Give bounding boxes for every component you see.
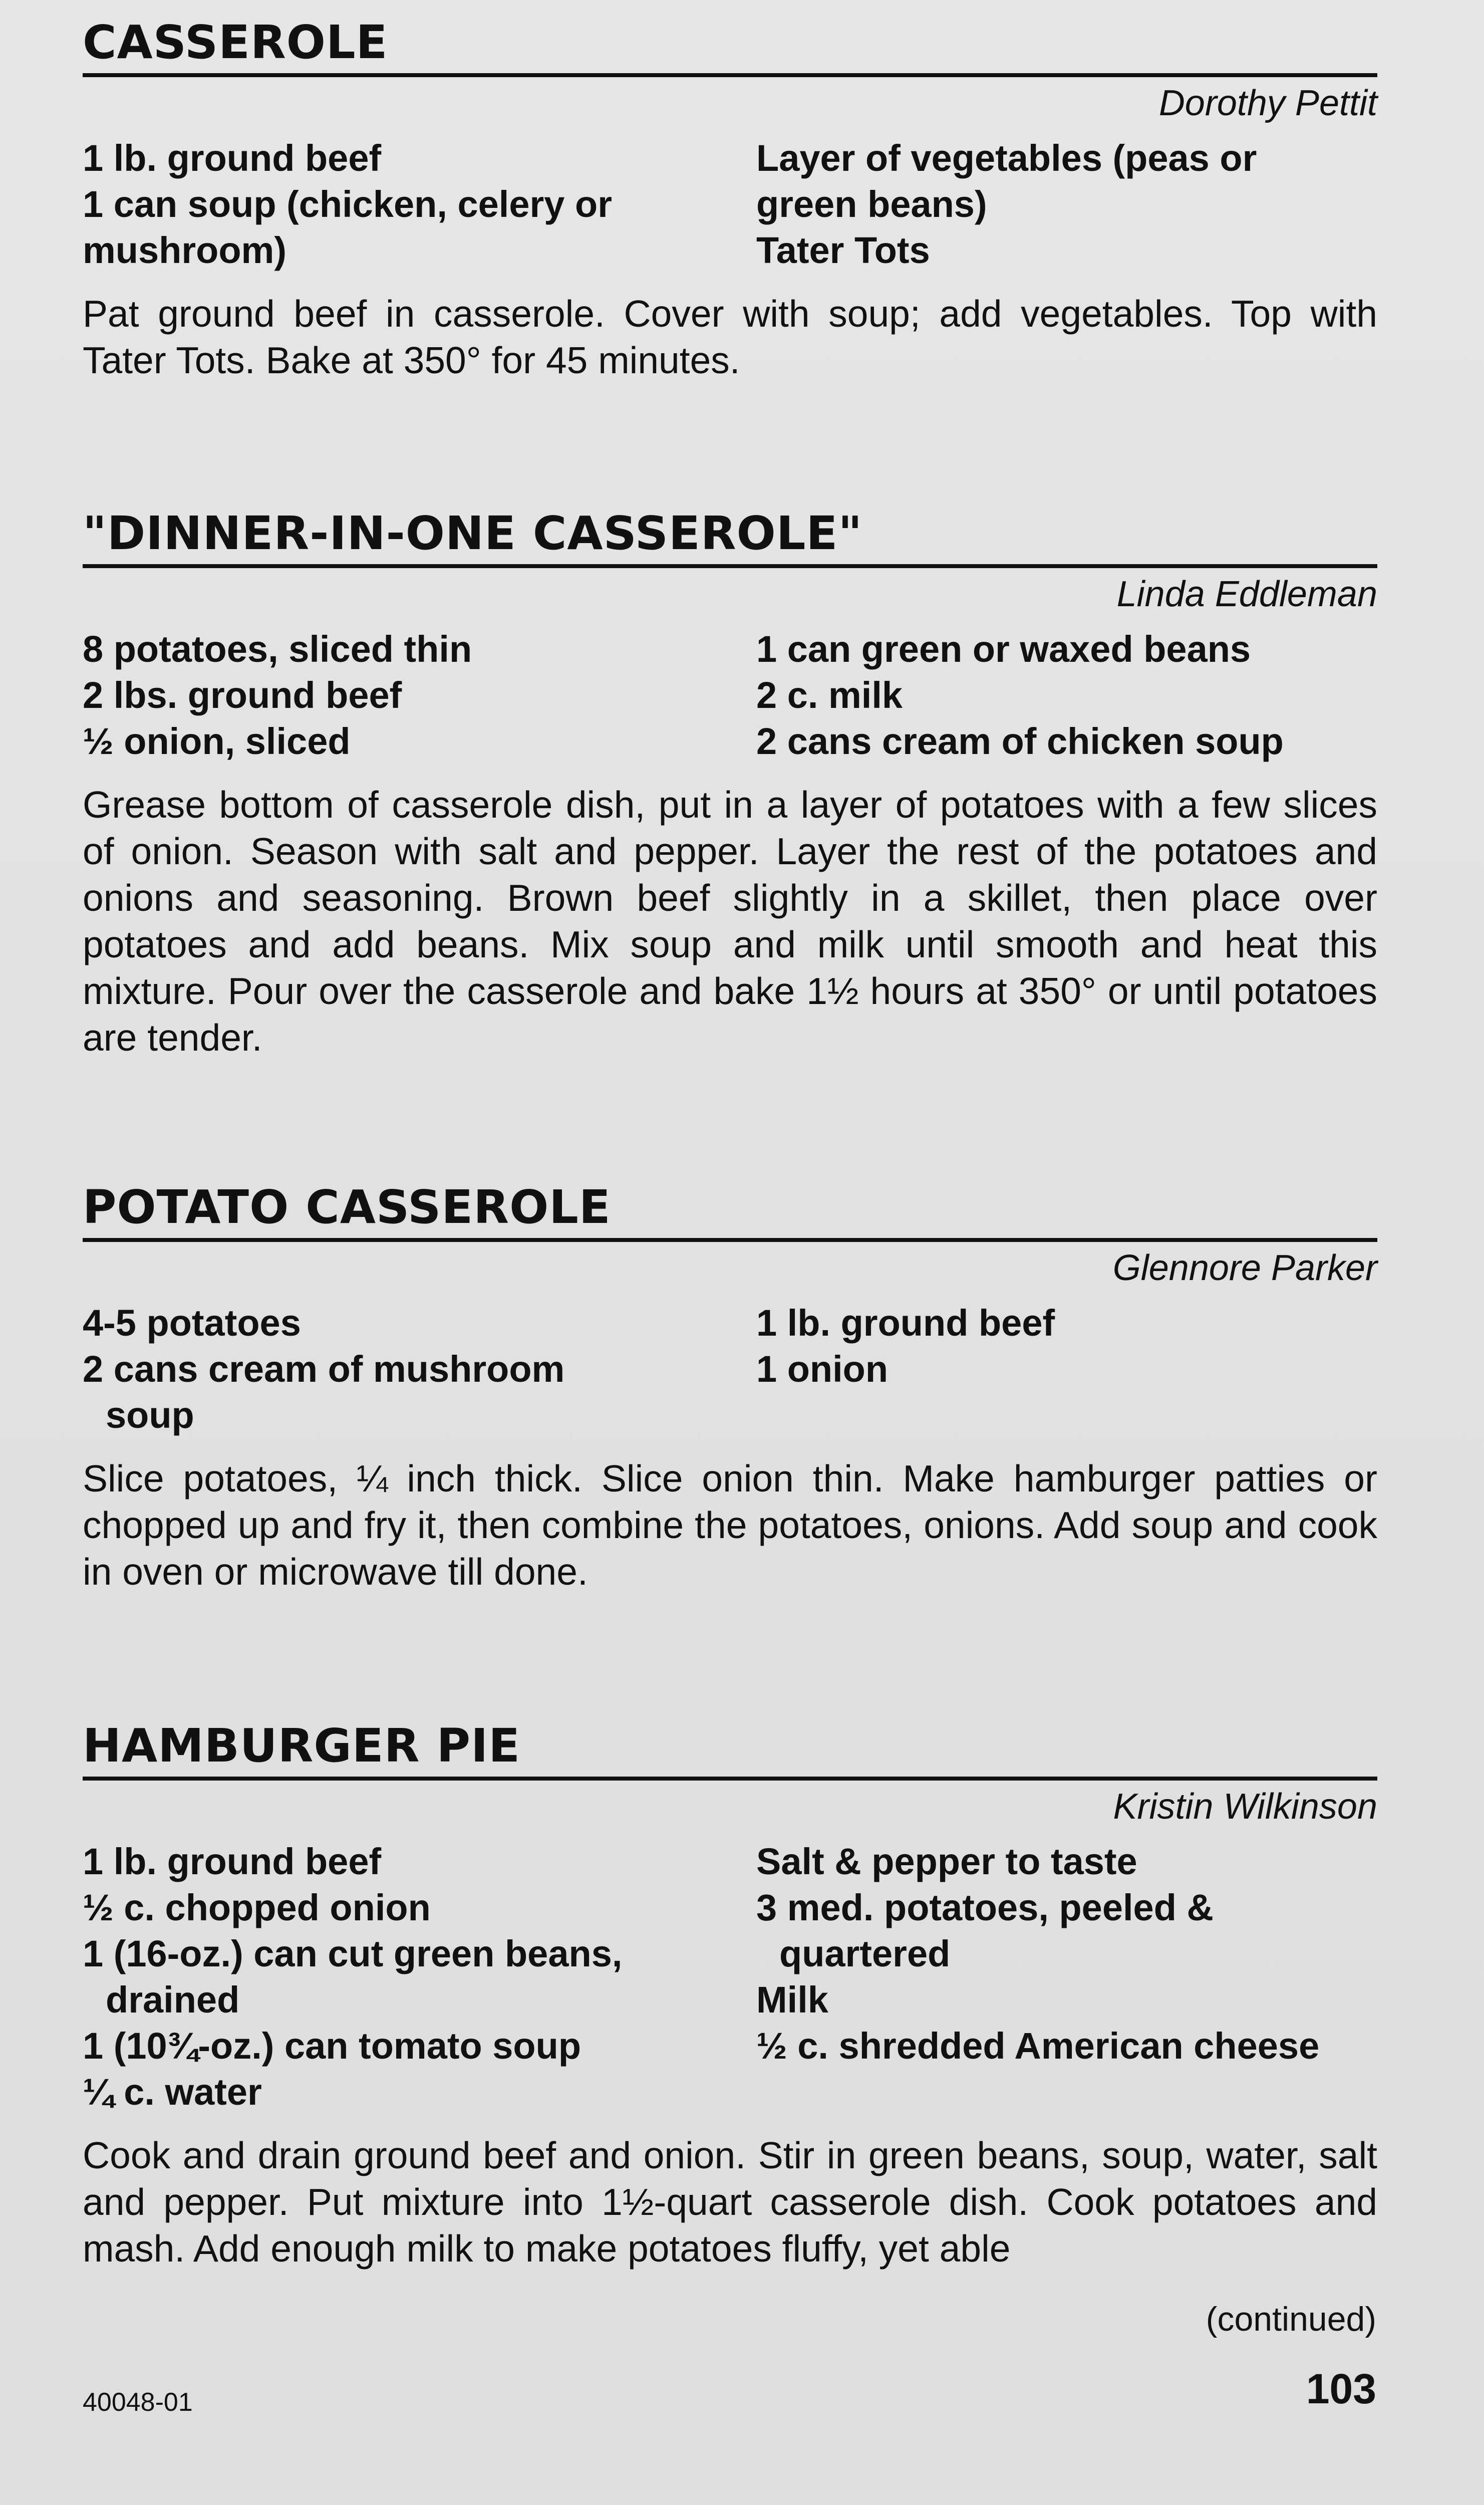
ingredient-list	[83, 135, 1377, 274]
recipe-directions: Grease bottom of casserole dish, put in a layer of potatoes with a few slices of onion. Season with salt and pepper. Layer the rest of the potatoes and onions and seasoning. Brown beef slightly in a skillet, then place over potatoes and add beans. Mix soup and milk until smooth and heat this mixture. Pour over the casserole and bake 1½ hours at 350° or until potatoes are tender.	[83, 784, 1377, 1059]
ingredient-line: 2 cans cream of mushroom	[83, 1348, 565, 1390]
recipe-author: Glennore Parker	[1112, 1248, 1377, 1288]
ingredient-line: 2 c. milk	[756, 674, 903, 716]
ingredient-line: drained	[106, 1979, 240, 2021]
ingredients-right-column	[756, 135, 1377, 274]
recipe-directions: Slice potatoes, ¼ inch thick. Slice onion thin. Make hamburger patties or chopped up and fry it, then combine the potatoes, onions. Add soup and cook in oven or microwave till done.	[83, 1457, 1377, 1593]
ingredient-line: quartered	[779, 1933, 951, 1974]
ingredient-line: 1 can green or waxed beans	[756, 628, 1251, 670]
recipe-title: HAMBURGER PIE	[83, 1719, 521, 1773]
recipe-title: "DINNER-IN-ONE CASSEROLE"	[83, 507, 863, 560]
title-rule	[83, 73, 1377, 77]
ingredient-line: ¼ c. water	[83, 2071, 262, 2113]
title-rule	[83, 564, 1377, 568]
ingredient-line: soup	[106, 1394, 194, 1436]
ingredient-list	[83, 1839, 1377, 2115]
ingredients-right-column	[756, 1300, 1377, 1438]
ingredient-line: Salt & pepper to taste	[756, 1841, 1137, 1882]
ingredient-line: 4-5 potatoes	[83, 1302, 301, 1344]
ingredient-list	[83, 1300, 1377, 1438]
ingredient-line: Tater Tots	[756, 229, 930, 271]
ingredients-left-column	[83, 626, 756, 765]
ingredient-line: 1 lb. ground beef	[83, 1841, 382, 1882]
ingredient-line: Layer of vegetables (peas or	[756, 137, 1257, 179]
recipe-title: CASSEROLE	[83, 16, 388, 69]
recipe-casserole	[83, 15, 1377, 421]
ingredient-line: 3 med. potatoes, peeled &	[756, 1887, 1214, 1928]
ingredient-line: ½ c. chopped onion	[83, 1887, 431, 1928]
ingredients-right-column	[756, 1839, 1377, 2115]
recipe-directions: Cook and drain ground beef and onion. Stir in green beans, soup, water, salt and pepper. Put mixture into 1½-quart casserole dish. Cook potatoes and mash. Add enough milk to make potatoes fluffy, yet able	[83, 2134, 1377, 2270]
ingredient-line: 1 (16-oz.) can cut green beans,	[83, 1933, 623, 1974]
ingredients-left-column	[83, 1300, 756, 1438]
ingredient-line: 2 lbs. ground beef	[83, 674, 402, 716]
ingredients-right-column	[756, 626, 1377, 765]
recipe-hamburger-pie	[83, 1718, 1377, 2310]
page-number: 103	[1306, 2365, 1376, 2412]
ingredients-left-column	[83, 135, 756, 274]
footer-code: 40048-01	[83, 2388, 193, 2417]
recipe-dinner-in-one-casserole	[83, 506, 1377, 1099]
ingredient-line: 1 lb. ground beef	[756, 1302, 1055, 1344]
ingredient-line: 1 lb. ground beef	[83, 137, 382, 179]
ingredient-line: 1 (10¾-oz.) can tomato soup	[83, 2025, 581, 2067]
recipe-author: Dorothy Pettit	[1158, 83, 1377, 123]
recipe-author: Kristin Wilkinson	[1113, 1787, 1377, 1827]
recipe-author: Linda Eddleman	[1116, 574, 1377, 614]
recipe-title: POTATO CASSEROLE	[83, 1180, 611, 1234]
ingredient-line: green beans)	[756, 183, 987, 225]
ingredient-line: ½ onion, sliced	[83, 720, 351, 762]
recipe-potato-casserole	[83, 1180, 1377, 1633]
ingredient-line: mushroom)	[83, 229, 286, 271]
ingredient-line: Milk	[756, 1979, 828, 2021]
ingredients-left-column	[83, 1839, 756, 2115]
ingredient-line: 1 onion	[756, 1348, 888, 1390]
ingredient-list	[83, 626, 1377, 765]
ingredient-line: 2 cans cream of chicken soup	[756, 720, 1284, 762]
recipe-directions: Pat ground beef in casserole. Cover with soup; add vegetables. Top with Tater Tots. Bake at 350° for 45 minutes.	[83, 293, 1377, 381]
continued-label: (continued)	[1206, 2300, 1376, 2338]
title-rule	[83, 1238, 1377, 1242]
title-rule	[83, 1777, 1377, 1781]
ingredient-line: 8 potatoes, sliced thin	[83, 628, 472, 670]
ingredient-line: 1 can soup (chicken, celery or	[83, 183, 612, 225]
ingredient-line: ½ c. shredded American cheese	[756, 2025, 1320, 2067]
